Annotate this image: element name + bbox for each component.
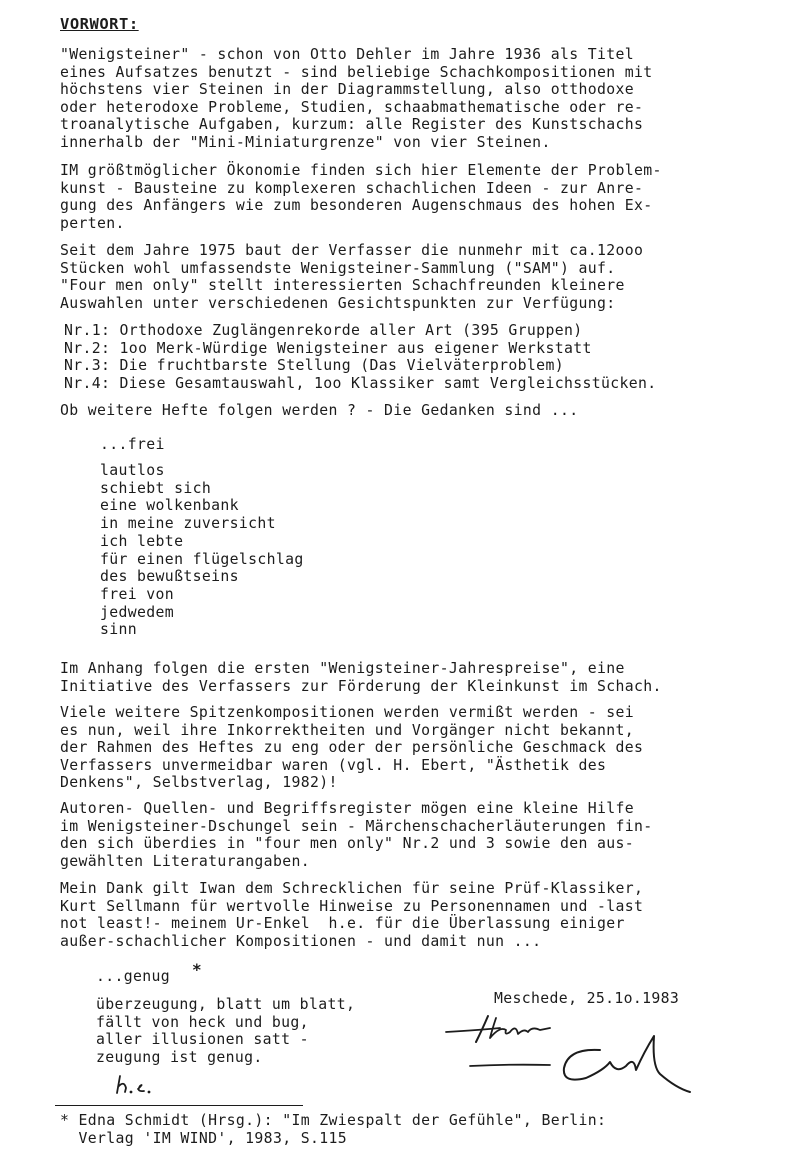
text-line: der Rahmen des Heftes zu eng oder der persönliche Geschmack des	[60, 739, 644, 757]
text-line: * Edna Schmidt (Hrsg.): "Im Zwiespalt der Gefühle", Berlin:	[60, 1112, 607, 1129]
text-line: innerhalb der "Mini-Miniaturgrenze" von vier Steinen.	[60, 133, 551, 151]
text-line: gewählten Literaturangaben.	[60, 852, 310, 870]
text-line: höchstens vier Steinen in der Diagrammstellung, also otthodoxe	[60, 81, 635, 99]
text-line: oder heterodoxe Probleme, Studien, schaabmathematische oder re-	[60, 98, 644, 116]
poem-line: ...frei	[100, 436, 165, 453]
text-line: not least!- meinem Ur-Enkel h.e. für die Überlassung einiger	[60, 915, 625, 933]
text-line: den sich überdies in "four men only" Nr.2 und 3 sowie den aus-	[60, 835, 635, 853]
poem-line: sinn	[100, 621, 138, 639]
text-line: IM größtmöglicher Ökonomie finden sich hier Elemente der Problem-	[60, 162, 662, 179]
list-item: Nr.1: Orthodoxe Zuglängenrekorde aller Art (395 Gruppen)	[64, 322, 583, 339]
text-line: Denkens", Selbstverlag, 1982)!	[60, 774, 338, 792]
poem-line: in meine zuversicht	[100, 515, 276, 533]
list-item: Nr.4: Diese Gesamtauswahl, 1oo Klassiker samt Vergleichsstücken.	[64, 374, 657, 392]
text-line: Stücken wohl umfassendste Wenigsteiner-Sammlung ("SAM") auf.	[60, 259, 616, 277]
footnote-marker: *	[192, 960, 202, 979]
text-line: kunst - Bausteine zu komplexeren schachlichen Ideen - zur Anre-	[60, 179, 644, 197]
paragraph-wenigsteiner-definition	[60, 46, 760, 152]
paragraph-collection	[60, 242, 760, 312]
question-line: Ob weitere Hefte folgen werden ? - Die Gedanken sind ...	[60, 402, 579, 419]
handwritten-signature	[440, 1008, 710, 1098]
heading: VORWORT:	[60, 15, 139, 33]
closing-verse	[96, 996, 355, 1066]
list-item: Nr.2: 1oo Merk-Würdige Wenigsteiner aus eigener Werkstatt	[64, 339, 592, 357]
paragraph-missing-compositions	[60, 704, 760, 792]
text-line: Seit dem Jahre 1975 baut der Verfasser die nunmehr mit ca.12ooo	[60, 242, 644, 259]
paragraph-annual-prizes	[60, 660, 760, 695]
text-line: es nun, weil ihre Inkorrektheiten und Vorgänger nicht bekannt,	[60, 721, 635, 739]
poem-line: schiebt sich	[100, 479, 212, 497]
poem-line: eine wolkenbank	[100, 497, 239, 515]
verse-line: aller illusionen satt -	[96, 1031, 309, 1049]
poem-line: für einen flügelschlag	[100, 550, 304, 568]
poem	[100, 462, 304, 639]
text-line: "Four men only" stellt interessierten Schachfreunden kleinere	[60, 277, 625, 295]
list-item: Nr.3: Die fruchtbarste Stellung (Das Vielväterproblem)	[64, 357, 564, 375]
poem-line: des bewußtseins	[100, 568, 239, 586]
text-line: Im Anhang folgen die ersten "Wenigsteiner-Jahrespreise", eine	[60, 660, 625, 677]
text-line: Verfassers unvermeidbar waren (vgl. H. Ebert, "Ästhetik des	[60, 756, 607, 774]
text-line: außer-schachlicher Kompositionen - und damit nun ...	[60, 932, 542, 950]
closing-word: ...genug	[96, 968, 171, 985]
text-line: im Wenigsteiner-Dschungel sein - Märchenschacherläuterungen fin-	[60, 817, 653, 835]
footnote-divider	[55, 1105, 303, 1106]
text-line: Verlag 'IM WIND', 1983, S.115	[60, 1129, 348, 1147]
verse-line: überzeugung, blatt um blatt,	[96, 996, 356, 1013]
text-line: gung des Anfängers wie zum besonderen Augenschmaus des hohen Ex-	[60, 197, 653, 215]
paragraph-registers	[60, 800, 760, 870]
paragraph-economy	[60, 162, 760, 232]
footnote	[60, 1112, 606, 1147]
text-line: Autoren- Quellen- und Begriffsregister mögen eine kleine Hilfe	[60, 800, 635, 817]
text-line: Auswahlen unter verschiedenen Gesichtspunkten zur Verfügung:	[60, 294, 616, 312]
poem-line: frei von	[100, 585, 175, 603]
text-line: Initiative des Verfassers zur Förderung der Kleinkunst im Schach.	[60, 677, 662, 695]
issue-list	[64, 322, 657, 392]
text-line: perten.	[60, 214, 125, 232]
text-line: eines Aufsatzes benutzt - sind beliebige Schachkompositionen mit	[60, 63, 653, 81]
poem-line: jedwedem	[100, 603, 175, 621]
handwritten-initials	[114, 1074, 174, 1096]
text-line: troanalytische Aufgaben, kurzum: alle Register des Kunstschachs	[60, 116, 644, 134]
place-date: Meschede, 25.1o.1983	[494, 990, 680, 1007]
poem-line: ich lebte	[100, 532, 184, 550]
verse-line: fällt von heck und bug,	[96, 1013, 309, 1031]
paragraph-acknowledgements	[60, 880, 760, 950]
text-line: Kurt Sellmann für wertvolle Hinweise zu Personennamen und -last	[60, 897, 644, 915]
text-line: Viele weitere Spitzenkompositionen werden vermißt werden - sei	[60, 704, 635, 721]
verse-line: zeugung ist genug.	[96, 1048, 263, 1066]
text-line: "Wenigsteiner" - schon von Otto Dehler im Jahre 1936 als Titel	[60, 46, 635, 63]
poem-line: lautlos	[100, 462, 165, 479]
poem-intro	[100, 436, 165, 454]
text-line: Mein Dank gilt Iwan dem Schrecklichen für seine Prüf-Klassiker,	[60, 880, 644, 897]
